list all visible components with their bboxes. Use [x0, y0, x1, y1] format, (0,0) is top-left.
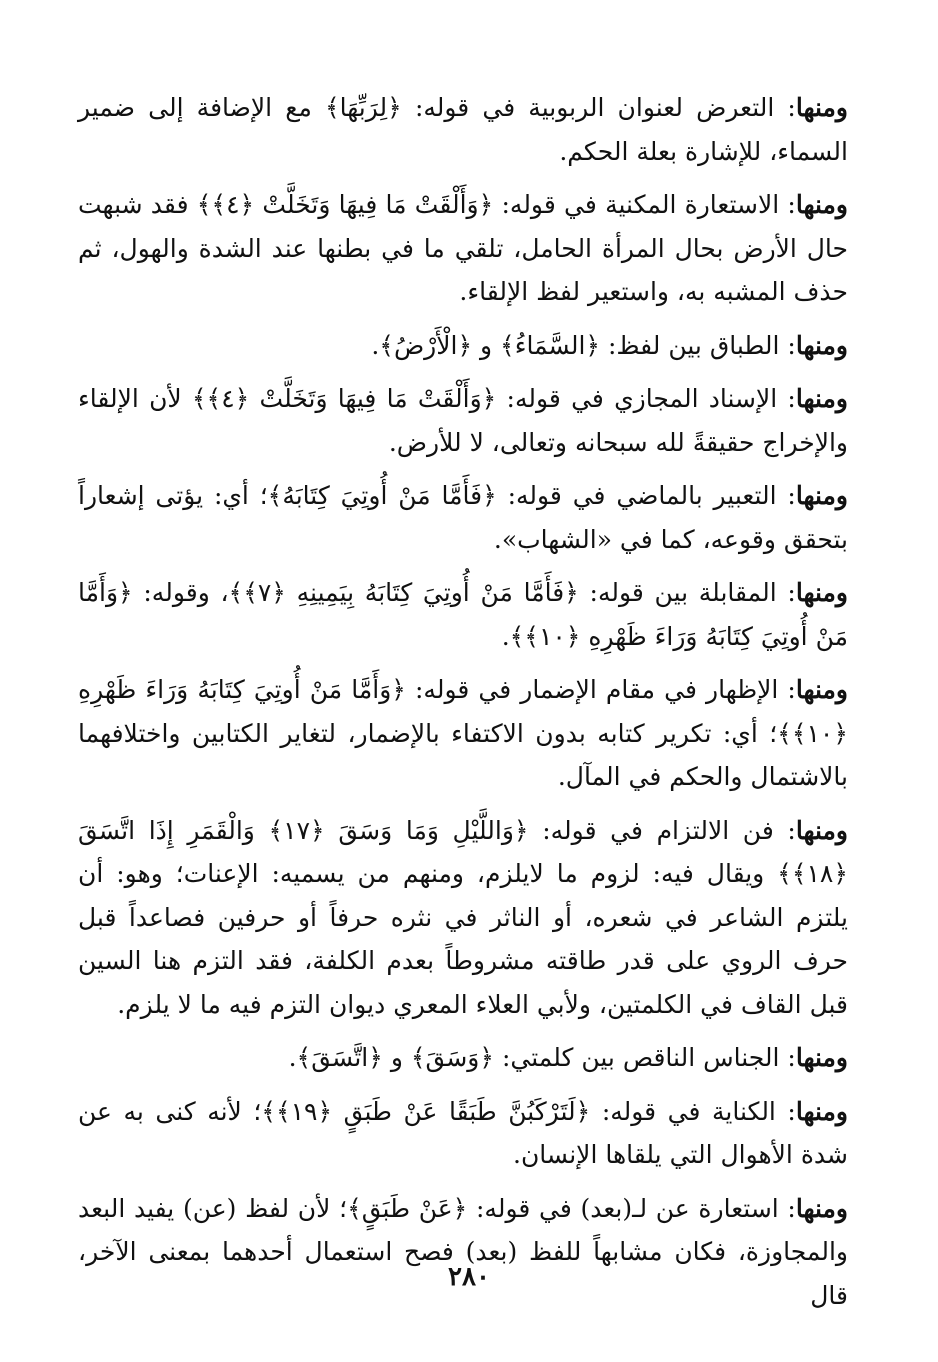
paragraph-isnad-majazi [78, 377, 848, 464]
paragraph-text: : فن الالتزام في قوله: ﴿وَاللَّيْلِ وَمَا وَسَقَ ﴿١٧﴾ وَالْقَمَرِ إِذَا اتَّسَقَ ﴿١٨﴾﴾ ويقال فيه: لزوم ما لايلزم، ومنهم من يسميه: الإعنات؛ وهو: أن يلتزم الشاعر في شعره، أو الناثر في نثره حرفاً أو حرفين فصاعداً قبل حرف الروي على قدر طاقته مشروطاً بعدم الكلفة، فقد التزم هنا السين قبل القاف في الكلمتين، ولأبي العلاء المعري ديوان التزم فيه ما لا يلزم. [78, 815, 848, 1019]
paragraph-text: : المقابلة بين قوله: ﴿فَأَمَّا مَنْ أُوتِيَ كِتَابَهُ بِيَمِينِهِ ﴿٧﴾﴾، وقوله: ﴿وَأَمَّا مَنْ أُوتِيَ كِتَابَهُ وَرَاءَ ظَهْرِهِ ﴿١٠﴾﴾. [78, 578, 848, 651]
paragraph-lead: ومنها [795, 1193, 848, 1223]
paragraph-lead: ومنها [795, 481, 848, 510]
paragraph-iltizam [78, 809, 848, 1027]
paragraph-istiara-an [78, 1187, 848, 1318]
paragraph-tibaq [78, 324, 848, 368]
paragraph-lead: ومنها [795, 1043, 848, 1072]
paragraph-lead: ومنها [795, 675, 848, 704]
paragraph-text: : الطباق بين لفظ: ﴿السَّمَاءُ﴾ و ﴿الْأَرْضُ﴾. [371, 330, 796, 360]
paragraph-jinas [78, 1036, 848, 1080]
paragraph-lead: ومنها [795, 578, 848, 607]
paragraph-istiara-makniyya [78, 183, 848, 314]
paragraph-text: : الاستعارة المكنية في قوله: ﴿وَأَلْقَتْ مَا فِيهَا وَتَخَلَّتْ ﴿٤﴾﴾ فقد شبهت حال الأرض بحال المرأة الحامل، تلقي ما في بطنها عند الشدة والهول، ثم حذف المشبه به، واستعير لفظ الإلقاء. [78, 190, 848, 306]
paragraph-lead: ومنها [795, 330, 848, 360]
paragraph-lead: ومنها [795, 384, 848, 413]
page-number: ٢٨٠ [448, 1262, 490, 1292]
paragraph-rububiyya [78, 86, 848, 173]
paragraph-tabir-madi [78, 474, 848, 561]
paragraph-lead: ومنها [795, 190, 848, 219]
paragraph-text: : الإظهار في مقام الإضمار في قوله: ﴿وَأَمَّا مَنْ أُوتِيَ كِتَابَهُ وَرَاءَ ظَهْرِهِ ﴿١٠﴾﴾؛ أي: تكرير كتابه بدون الاكتفاء بالإضمار، لتغاير الكتابين واختلافهما بالاشتمال والحكم في المآل. [78, 675, 848, 791]
paragraph-text: : التعرض لعنوان الربوبية في قوله: ﴿لِرَبِّهَا﴾ مع الإضافة إلى ضمير السماء، للإشارة بعلة الحكم. [78, 93, 848, 166]
paragraph-text: : التعبير بالماضي في قوله: ﴿فَأَمَّا مَنْ أُوتِيَ كِتَابَهُ﴾؛ أي: يؤتى إشعاراً بتحقق وقوعه، كما في «الشهاب». [78, 481, 848, 554]
paragraph-izhar [78, 668, 848, 799]
paragraph-text: : الكناية في قوله: ﴿لَتَرْكَبُنَّ طَبَقًا عَنْ طَبَقٍ ﴿١٩﴾﴾؛ لأنه كنى به عن شدة الأهوال التي يلقاها الإنسان. [78, 1096, 848, 1169]
paragraph-text: : الجناس الناقص بين كلمتي: ﴿وَسَقَ﴾ و ﴿اتَّسَقَ﴾. [288, 1043, 796, 1072]
paragraph-text: : الإسناد المجازي في قوله: ﴿وَأَلْقَتْ مَا فِيهَا وَتَخَلَّتْ ﴿٤﴾﴾ لأن الإلقاء والإخراج حقيقةً لله سبحانه وتعالى، لا للأرض. [78, 384, 848, 457]
paragraph-text: : استعارة عن لـ(بعد) في قوله: ﴿عَنْ طَبَقٍ﴾؛ لأن لفظ (عن) يفيد البعد والمجاوزة، فكان مشابهاً للفظ (بعد) فصح استعمال أحدهما بمعنى الآخر، قال [78, 1193, 848, 1310]
paragraph-lead: ومنها [795, 815, 848, 845]
paragraph-lead: ومنها [795, 93, 848, 122]
paragraph-muqabala [78, 571, 848, 658]
paragraph-kinaya [78, 1090, 848, 1177]
paragraph-lead: ومنها [795, 1096, 848, 1126]
